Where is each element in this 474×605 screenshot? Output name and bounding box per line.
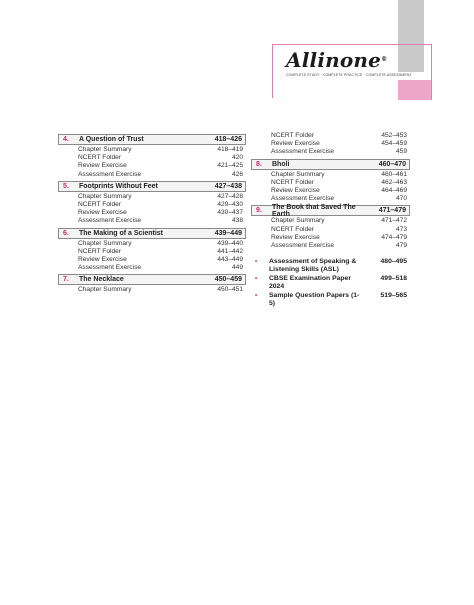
chapter-page-range: 418–426 [214, 136, 242, 143]
allinone-logo [286, 48, 412, 86]
chapter-number: 9. [256, 207, 262, 215]
toc-right-column [251, 132, 410, 309]
toc-sub-entry[interactable] [251, 234, 410, 242]
chapter-number: 7. [63, 276, 69, 284]
toc-sub-entry[interactable] [58, 193, 246, 201]
toc-sub-entry[interactable] [251, 171, 410, 179]
sub-entry-label: NCERT Folder [271, 225, 314, 233]
toc-sub-entry[interactable] [58, 201, 246, 209]
sub-entry-pages: 479 [395, 241, 407, 249]
toc-sub-entry[interactable] [58, 217, 246, 225]
toc-extra-entry[interactable] [251, 275, 410, 291]
sub-entry-pages: 443–449 [217, 255, 243, 263]
chapter-number: 4. [63, 136, 69, 143]
chapter-title: A Question of Trust [79, 136, 144, 143]
sub-entry-pages: 464–469 [381, 186, 407, 194]
logo-tagline: COMPLETE STUDY · COMPLETE PRACTICE · COMPLETE ASSESSMENT [286, 73, 412, 77]
sub-entry-pages: 474–479 [381, 233, 407, 241]
sub-entry-label: NCERT Folder [271, 132, 314, 139]
extra-entry-label: Sample Question Papers (1-5) [269, 292, 360, 308]
extra-entry-pages: 480–495 [380, 258, 407, 266]
sub-entry-label: Chapter Summary [271, 170, 325, 178]
sub-entry-label: Review Exercise [78, 209, 127, 217]
sub-entry-label: Chapter Summary [271, 217, 325, 225]
chapter-number: 6. [63, 229, 69, 237]
toc-sub-entry[interactable] [251, 195, 410, 203]
sub-entry-label: Review Exercise [271, 233, 320, 241]
sub-entry-pages: 427–428 [217, 192, 243, 200]
sub-entry-pages: 418–419 [217, 146, 243, 153]
sub-entry-pages: 429–430 [217, 200, 243, 208]
toc-sub-entry[interactable] [251, 187, 410, 195]
sub-entry-pages: 471–472 [381, 217, 407, 225]
chapter-page-range: 450–459 [214, 276, 242, 284]
toc-sub-entry[interactable] [58, 171, 246, 179]
toc-sub-entry[interactable] [58, 248, 246, 256]
sub-entry-label: Assessment Exercise [271, 148, 335, 156]
decorative-frame-right-line [431, 44, 432, 100]
toc-sub-entry[interactable] [251, 226, 410, 234]
bullet-icon: • [255, 276, 258, 283]
toc-chapter-heading[interactable] [251, 159, 410, 170]
sub-entry-label: Review Exercise [271, 186, 320, 194]
toc-chapter-heading[interactable] [58, 274, 246, 285]
sub-entry-label: NCERT Folder [78, 247, 121, 255]
sub-entry-pages: 438 [231, 217, 243, 225]
chapter-title: The Necklace [79, 276, 124, 284]
toc-chapter-heading[interactable] [58, 181, 246, 192]
sub-entry-label: Chapter Summary [78, 239, 132, 247]
chapter-number: 5. [63, 182, 69, 190]
sub-entry-label: Assessment Exercise [78, 217, 142, 225]
sub-entry-pages: 452–453 [381, 132, 407, 139]
sub-entry-pages: 454–459 [381, 140, 407, 148]
sub-entry-pages: 450–451 [217, 286, 243, 294]
toc-sub-entry[interactable] [251, 179, 410, 187]
toc-sub-entry[interactable] [251, 242, 410, 250]
sub-entry-label: Chapter Summary [78, 192, 132, 200]
logo-wordmark: Allinone® [286, 48, 388, 72]
toc-sub-entry[interactable] [58, 146, 246, 154]
sub-entry-label: Chapter Summary [78, 286, 132, 294]
sub-entry-label: Assessment Exercise [271, 195, 335, 203]
sub-entry-pages: 426 [231, 170, 243, 178]
toc-sub-entry[interactable] [251, 140, 410, 148]
sub-entry-label: NCERT Folder [78, 154, 121, 162]
decorative-pink-block [398, 80, 432, 100]
toc-sub-entry[interactable] [58, 162, 246, 170]
chapter-title: Footprints Without Feet [79, 182, 158, 190]
sub-entry-pages: 462–463 [381, 178, 407, 186]
sub-entry-pages: 449 [231, 264, 243, 272]
chapter-page-range: 439–449 [214, 229, 242, 237]
sub-entry-label: Review Exercise [78, 255, 127, 263]
toc-sub-entry[interactable] [58, 286, 246, 294]
toc-chapter-heading[interactable] [58, 228, 246, 239]
sub-entry-pages: 441–442 [217, 247, 243, 255]
toc-sub-entry[interactable] [58, 154, 246, 162]
bullet-icon: • [255, 259, 258, 266]
toc-sub-entry[interactable] [251, 217, 410, 225]
sub-entry-pages: 439–440 [217, 239, 243, 247]
chapter-page-range: 460–470 [378, 160, 406, 168]
toc-left-column [58, 132, 246, 294]
decorative-frame-top-line [272, 44, 432, 45]
sub-entry-pages: 459 [395, 148, 407, 156]
sub-entry-label: Review Exercise [78, 162, 127, 170]
toc-extra-entry[interactable] [251, 258, 410, 274]
extra-entry-pages: 519–565 [380, 292, 407, 300]
sub-entry-label: Chapter Summary [78, 146, 132, 153]
decorative-frame-left-line [272, 44, 273, 98]
toc-chapter-heading[interactable] [251, 205, 410, 216]
sub-entry-pages: 473 [395, 225, 407, 233]
chapter-number: 8. [256, 160, 262, 168]
extra-entry-pages: 499–518 [380, 275, 407, 283]
toc-sub-entry[interactable] [58, 264, 246, 272]
sub-entry-pages: 460–461 [381, 170, 407, 178]
toc-extra-entry[interactable] [251, 292, 410, 308]
toc-extra-list [251, 258, 410, 308]
toc-sub-entry[interactable] [251, 148, 410, 156]
toc-sub-entry[interactable] [251, 132, 410, 140]
sub-entry-label: Assessment Exercise [271, 241, 335, 249]
toc-sub-entry[interactable] [58, 256, 246, 264]
chapter-page-range: 471–479 [378, 207, 406, 215]
sub-entry-label: Assessment Exercise [78, 264, 142, 272]
toc-sub-entry[interactable] [58, 209, 246, 217]
sub-entry-pages: 421–425 [217, 162, 243, 170]
sub-entry-label: NCERT Folder [271, 178, 314, 186]
decorative-grey-bar [398, 0, 424, 72]
sub-entry-label: Assessment Exercise [78, 170, 142, 178]
toc-chapter-heading[interactable] [58, 134, 246, 145]
sub-entry-pages: 470 [395, 195, 407, 203]
chapter-page-range: 427–438 [214, 182, 242, 190]
sub-entry-label: Review Exercise [271, 140, 320, 148]
sub-entry-pages: 420 [231, 154, 243, 162]
chapter-title: The Making of a Scientist [79, 229, 164, 237]
sub-entry-pages: 430–437 [217, 209, 243, 217]
chapter-title: The Book that Saved The Earth [272, 203, 356, 218]
chapter-title: Bholi [272, 160, 290, 168]
extra-entry-label: CBSE Examination Paper 2024 [269, 275, 351, 291]
extra-entry-label: Assessment of Speaking & Listening Skills (ASL) [269, 258, 357, 274]
toc-sub-entry[interactable] [58, 240, 246, 248]
sub-entry-label: NCERT Folder [78, 200, 121, 208]
bullet-icon: • [255, 293, 258, 300]
